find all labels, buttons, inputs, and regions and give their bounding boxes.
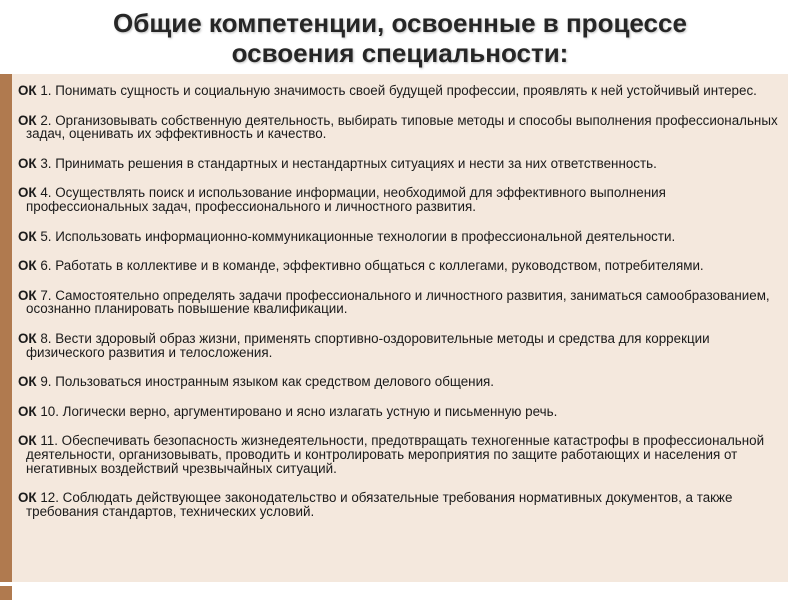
list-item [18, 114, 782, 141]
item-text: . Самостоятельно определять задачи профессионального и личностного развития, заниматься самообразованием, осознанно планировать повышение квалификации. [26, 287, 770, 317]
list-item [18, 230, 782, 244]
list-item [18, 259, 782, 273]
item-text: . Работать в коллективе и в команде, эффективно общаться с коллегами, руководством, потребителями. [47, 258, 704, 274]
item-text: . Организовывать собственную деятельность, выбирать типовые методы и способы выполнения профессиональных задач, оценивать их эффективность и качество. [26, 112, 778, 142]
item-text: . Понимать сущность и социальную значимость своей будущей профессии, проявлять к ней устойчивый интерес. [47, 83, 757, 98]
item-code: ОК [18, 490, 37, 506]
list-item [18, 375, 782, 389]
item-code: ОК [18, 330, 37, 346]
item-number: 3 [40, 155, 48, 171]
item-text: . Вести здоровый образ жизни, применять спортивно-оздоровительные методы и средства для коррекции физического развития и телосложения. [26, 330, 710, 360]
item-text: . Осуществлять поиск и использование информации, необходимой для эффективного выполнения профессиональных задач, профессионального и личностного развития. [26, 185, 666, 214]
item-number: 2 [40, 112, 48, 128]
item-number: 4 [40, 185, 48, 201]
item-text: . Соблюдать действующее законодательство и обязательные требования нормативных документов, а также требования стандартов, технических условий. [26, 490, 733, 519]
item-code: ОК [18, 433, 37, 449]
item-number: 11 [40, 433, 55, 449]
list-item [18, 491, 782, 518]
item-number: 8 [40, 330, 48, 346]
list-item [18, 157, 782, 171]
item-code: ОК [18, 228, 37, 244]
item-text: . Обеспечивать безопасность жизнедеятельности, предотвращать техногенные катастрофы в профессиональной деятельности, организовывать, проводить и контролировать мероприятия по защите работающих и населения от негативных воздействий чрезвычайных ситуаций. [26, 433, 765, 476]
item-text: . Принимать решения в стандартных и нестандартных ситуациях и нести за них ответственность. [47, 155, 657, 171]
item-number: 9 [40, 374, 48, 390]
title-line-2: освоения специальности: [231, 38, 569, 68]
title-line-1: Общие компетенции, освоенные в процессе [113, 8, 687, 38]
item-number: 1 [40, 83, 48, 98]
accent-strip [0, 74, 12, 582]
item-text: . Использовать информационно-коммуникационные технологии в профессиональной деятельности. [47, 228, 676, 244]
item-code: ОК [18, 403, 37, 419]
list-item [18, 405, 782, 419]
item-code: ОК [18, 83, 37, 98]
item-code: ОК [18, 112, 37, 128]
item-code: ОК [18, 258, 37, 274]
item-number: 5 [40, 228, 48, 244]
list-item [18, 84, 782, 98]
item-code: ОК [18, 287, 37, 303]
item-number: 10 [40, 403, 56, 419]
bottom-corner-accent [0, 586, 12, 600]
page-title [0, 8, 800, 68]
item-number: 12 [40, 490, 56, 506]
list-item [18, 332, 782, 359]
list-item [18, 434, 782, 475]
item-code: ОК [18, 374, 37, 390]
item-code: ОК [18, 185, 37, 201]
competencies-list [12, 74, 788, 582]
item-number: 7 [40, 287, 48, 303]
item-code: ОК [18, 155, 37, 171]
list-item [18, 289, 782, 316]
item-number: 6 [40, 258, 48, 274]
item-text: . Пользоваться иностранным языком как средством делового общения. [47, 374, 495, 390]
list-item [18, 186, 782, 213]
item-text: . Логически верно, аргументировано и ясно излагать устную и письменную речь. [55, 403, 558, 419]
bottom-band [0, 586, 800, 600]
